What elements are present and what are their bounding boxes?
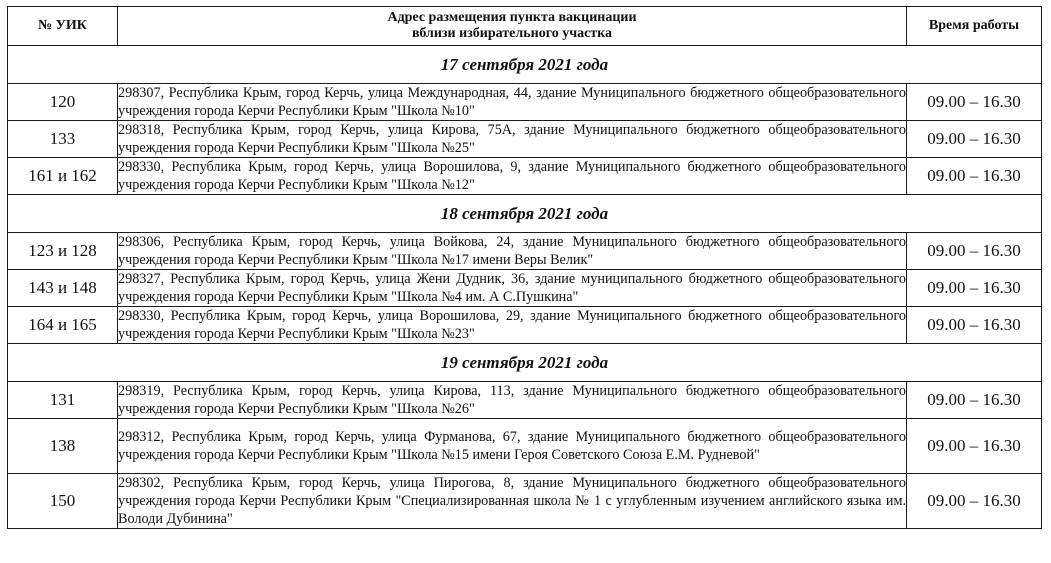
time-cell: 09.00 – 16.30 bbox=[907, 121, 1042, 158]
address-cell: 298327, Республика Крым, город Керчь, улица Жени Дудник, 36, здание муниципального бюджетного общеобразовательного учреждения города Керчи Республики Крым "Школа №4 им. А С.Пушкина" bbox=[118, 271, 906, 305]
table-row bbox=[8, 158, 1042, 195]
date-row bbox=[8, 344, 1042, 382]
uik-cell: 161 и 162 bbox=[8, 158, 118, 195]
address-cell: 298319, Республика Крым, город Керчь, улица Кирова, 113, здание Муниципального бюджетного общеобразовательного учреждения города Керчи Республики Крым "Школа №26" bbox=[118, 383, 906, 417]
uik-cell: 143 и 148 bbox=[8, 270, 118, 307]
time-cell: 09.00 – 16.30 bbox=[907, 474, 1042, 529]
section-date: 19 сентября 2021 года bbox=[8, 344, 1042, 382]
date-row bbox=[8, 195, 1042, 233]
uik-cell: 164 и 165 bbox=[8, 307, 118, 344]
time-cell: 09.00 – 16.30 bbox=[907, 84, 1042, 121]
header-uik: № УИК bbox=[8, 7, 118, 46]
time-cell: 09.00 – 16.30 bbox=[907, 419, 1042, 474]
uik-cell: 138 bbox=[8, 419, 118, 474]
time-cell: 09.00 – 16.30 bbox=[907, 233, 1042, 270]
table-row bbox=[8, 121, 1042, 158]
address-cell: 298318, Республика Крым, город Керчь, улица Кирова, 75А, здание Муниципального бюджетного общеобразовательного учреждения города Керчи Республики Крым "Школа №25" bbox=[118, 122, 906, 156]
address-cell: 298306, Республика Крым, город Керчь, улица Войкова, 24, здание Муниципального бюджетного общеобразовательного учреждения города Керчи Республики Крым "Школа №17 имени Веры Велик" bbox=[118, 234, 906, 268]
address-cell: 298307, Республика Крым, город Керчь, улица Международная, 44, здание Муниципального бюджетного общеобразовательного учреждения города Керчи Республики Крым "Школа №10" bbox=[118, 85, 906, 119]
address-cell: 298312, Республика Крым, город Керчь, улица Фурманова, 67, здание Муниципального бюджетного общеобразовательного учреждения города Керчи Республики Крым "Школа №15 имени Героя Советского Союза Е.М. Рудневой" bbox=[118, 419, 907, 474]
table-row bbox=[8, 84, 1042, 121]
uik-cell: 123 и 128 bbox=[8, 233, 118, 270]
header-address-line1: Адрес размещения пункта вакцинации bbox=[387, 10, 637, 25]
uik-cell: 133 bbox=[8, 121, 118, 158]
table-row bbox=[8, 419, 1042, 474]
address-cell: 298330, Республика Крым, город Керчь, улица Ворошилова, 29, здание Муниципального бюджетного общеобразовательного учреждения города Керчи Республики Крым "Школа №23" bbox=[118, 308, 906, 342]
table-row bbox=[8, 307, 1042, 344]
time-cell: 09.00 – 16.30 bbox=[907, 382, 1042, 419]
section-date: 17 сентября 2021 года bbox=[8, 46, 1042, 84]
date-row bbox=[8, 46, 1042, 84]
time-cell: 09.00 – 16.30 bbox=[907, 270, 1042, 307]
uik-cell: 120 bbox=[8, 84, 118, 121]
time-cell: 09.00 – 16.30 bbox=[907, 307, 1042, 344]
section-date: 18 сентября 2021 года bbox=[8, 195, 1042, 233]
time-cell: 09.00 – 16.30 bbox=[907, 158, 1042, 195]
vaccination-schedule-table bbox=[7, 6, 1042, 529]
table-row bbox=[8, 233, 1042, 270]
header-address bbox=[118, 7, 907, 46]
address-cell: 298330, Республика Крым, город Керчь, улица Ворошилова, 9, здание Муниципального бюджетного общеобразовательного учреждения города Керчи Республики Крым "Школа №12" bbox=[118, 159, 906, 193]
header-row bbox=[8, 7, 1042, 46]
uik-cell: 131 bbox=[8, 382, 118, 419]
table-row bbox=[8, 382, 1042, 419]
header-time: Время работы bbox=[907, 7, 1042, 46]
table-row bbox=[8, 270, 1042, 307]
header-address-line2: вблизи избирательного участка bbox=[411, 26, 613, 41]
address-cell: 298302, Республика Крым, город Керчь, улица Пирогова, 8, здание Муниципального бюджетного общеобразовательного учреждения города Керчи Республики Крым "Специализированная школа № 1 с углубленным изучением английского языка им. Володи Дубинина" bbox=[118, 475, 906, 527]
table-row bbox=[8, 474, 1042, 529]
uik-cell: 150 bbox=[8, 474, 118, 529]
